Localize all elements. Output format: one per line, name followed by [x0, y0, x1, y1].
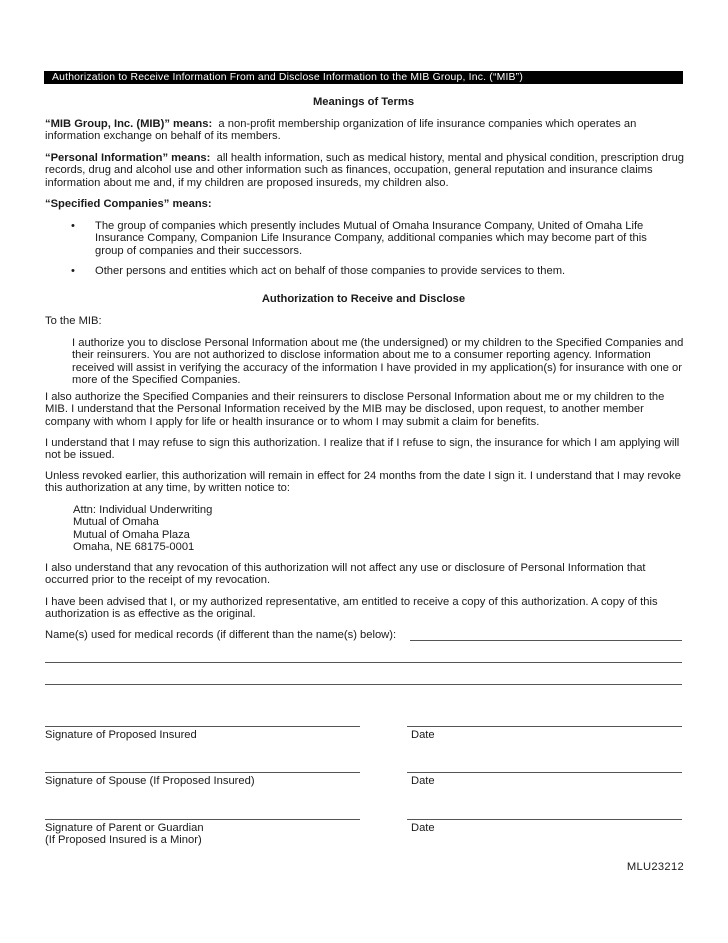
personal-information-definition — [45, 152, 685, 189]
bullet-icon: • — [71, 220, 75, 232]
specified-companies-term: “Specified Companies” means: — [45, 198, 212, 210]
spouse-date-label: Date — [411, 775, 435, 787]
meanings-heading: Meanings of Terms — [312, 96, 415, 108]
guardian-signature-label-line-1: Signature of Parent or Guardian — [45, 822, 204, 834]
address-line: Mutual of Omaha Plaza — [73, 528, 190, 541]
authorization-paragraph-1: I also authorize the Specified Companies and their reinsurers to disclose Personal Information about me or my children to the MIB. I understand that the Personal Information received by the MIB may be disclosed, upon request, to another member company with whom I apply for life or health insurance or to whom I may submit a claim for benefits. — [45, 391, 665, 428]
personal-information-definition-text: all health information, such as medical history, mental and physical condition, prescription drug records, drug and alcohol use and other information such as finances, occupation, general reputation and insurance claims information about me and, if my children are proposed insureds, my children also. — [45, 152, 685, 189]
address-line: Attn: Individual Underwriting — [73, 504, 213, 516]
medical-records-names-field-line-3[interactable] — [45, 684, 682, 685]
guardian-date-label: Date — [411, 822, 435, 834]
spouse-signature-field[interactable] — [45, 772, 360, 773]
proposed-insured-date-label: Date — [411, 729, 435, 741]
medical-records-names-field[interactable] — [410, 640, 682, 641]
authorization-paragraph-2: I understand that I may refuse to sign this authorization. I realize that if I refuse to sign, the insurance for which I am applying will not be issued. — [45, 437, 680, 462]
address-line: Mutual of Omaha — [73, 516, 159, 529]
guardian-signature-field[interactable] — [45, 819, 360, 820]
bullet-text: Other persons and entities which act on behalf of those companies to provide services to them. — [95, 265, 566, 277]
personal-information-term: “Personal Information” means: — [45, 152, 211, 164]
spouse-signature-label: Signature of Spouse (If Proposed Insured) — [45, 775, 255, 787]
guardian-date-field[interactable] — [407, 819, 682, 820]
bullet-icon: • — [71, 265, 75, 277]
revocation-address — [73, 504, 212, 554]
document-title-bar: Authorization to Receive Information From and Disclose Information to the MIB Group, Inc. (“MIB”) — [44, 71, 683, 84]
salutation: To the MIB: — [45, 315, 102, 327]
authorization-indented-paragraph: I authorize you to disclose Personal Information about me (the undersigned) or my children to the Specified Companies and their reinsurers. You are not authorized to disclose information about me to a consumer reporting agency. Information received will assist in verifying the accuracy of the information I have provided in my application(s) for insurance with one or more of the Specified Companies. — [72, 337, 684, 387]
medical-records-names-label: Name(s) used for medical records (if different than the name(s) below): — [45, 629, 397, 641]
closing-paragraph-1: I also understand that any revocation of this authorization will not affect any use or disclosure of Personal Information that occurred prior to the receipt of my revocation. — [45, 562, 646, 587]
authorization-heading: Authorization to Receive and Disclose — [261, 293, 466, 305]
mib-term: “MIB Group, Inc. (MIB)” means: — [45, 118, 213, 130]
closing-paragraph-2: I have been advised that I, or my authorized representative, am entitled to receive a copy of this authorization. A copy of this authorization is as effective as the original. — [45, 596, 658, 621]
address-line: Omaha, NE 68175-0001 — [73, 541, 195, 554]
medical-records-names-field-line-2[interactable] — [45, 662, 682, 663]
mib-definition-text: a non-profit membership organization of life insurance companies which operates an information exchange on behalf of its members. — [45, 118, 637, 143]
proposed-insured-signature-field[interactable] — [45, 726, 360, 727]
spouse-date-field[interactable] — [407, 772, 682, 773]
guardian-signature-label — [45, 822, 204, 847]
guardian-signature-label-line-2: (If Proposed Insured is a Minor) — [45, 834, 202, 847]
bullet-text: The group of companies which presently includes Mutual of Omaha Insurance Company, United of Omaha Life Insurance Company, Companion Life Insurance Company, additional companies which may become part of this group of companies and their successors. — [95, 220, 647, 257]
proposed-insured-signature-label: Signature of Proposed Insured — [45, 729, 197, 741]
proposed-insured-date-field[interactable] — [407, 726, 682, 727]
authorization-paragraph-3: Unless revoked earlier, this authorization will remain in effect for 24 months from the date I sign it. I understand that I may revoke this authorization at any time, by written notice to: — [45, 470, 681, 495]
mib-definition — [45, 118, 685, 143]
form-code: MLU23212 — [626, 861, 684, 873]
